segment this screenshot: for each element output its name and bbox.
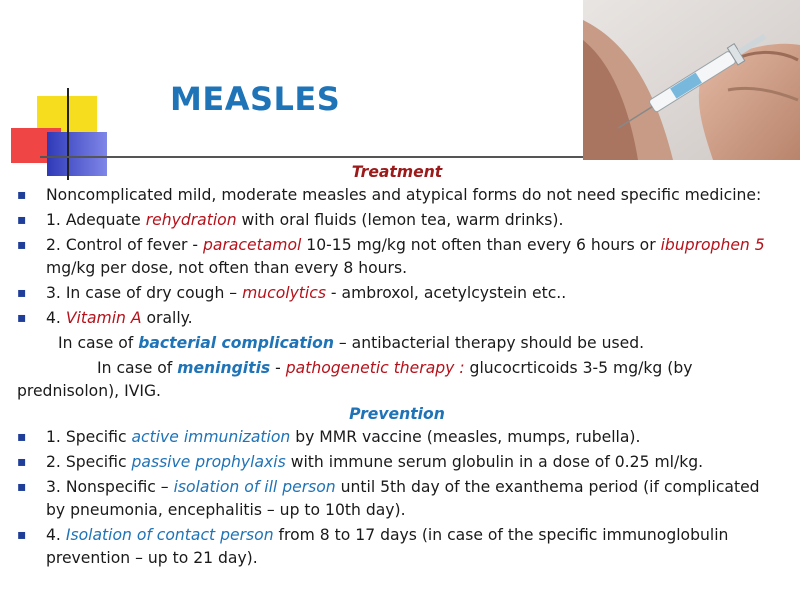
prevention-item-active: ▪ 1. Specific active immunization by MMR vaccine (measles, mumps, rubella).: [17, 426, 777, 449]
treatment-item-rehydration: ▪ 1. Adequate rehydration with oral fluids (lemon tea, warm drinks).: [17, 209, 777, 232]
prevention-item-isolation-contact: ▪ 4. Isolation of contact person from 8 to 17 days (in case of the specific immunoglobulin prevention – up to 21 day).: [17, 524, 777, 570]
prevention-item-isolation-ill: ▪ 3. Nonspecific – isolation of ill person until 5th day of the exanthema period (if complicated by pneumonia, encephalitis – up to 10th day).: [17, 476, 777, 522]
bacterial-complication-text: In case of bacterial complication – antibacterial therapy should be used.: [58, 334, 645, 352]
prevention-item-passive: ▪ 2. Specific passive prophylaxis with immune serum globulin in a dose of 0.25 ml/kg.: [17, 451, 777, 474]
treatment-item-intro: ▪ Noncomplicated mild, moderate measles and atypical forms do not need specific medicine:: [17, 184, 777, 207]
treatment-item-vitamin: ▪ 4. Vitamin A orally.: [17, 307, 777, 330]
vaccination-photo: [583, 0, 800, 160]
page-title: MEASLES: [170, 80, 341, 118]
meningitis-text: In case of meningitis - pathogenetic therapy : glucocrticoids 3-5 mg/kg (by prednisolon), IVIG.: [17, 359, 693, 400]
treatment-item-fever: ▪ 2. Control of fever - paracetamol 10-15 mg/kg not often than every 6 hours or ibuprophen 5 mg/kg per dose, not often than every 8 hours.: [17, 234, 777, 280]
treatment-item-cough: ▪ 3. In case of dry cough – mucolytics - ambroxol, acetylcystein etc..: [17, 282, 777, 305]
prevention-heading: Prevention: [349, 405, 445, 423]
decor-horizontal-line: [40, 156, 600, 158]
slide-content: [17, 161, 777, 572]
treatment-heading: Treatment: [351, 163, 443, 181]
